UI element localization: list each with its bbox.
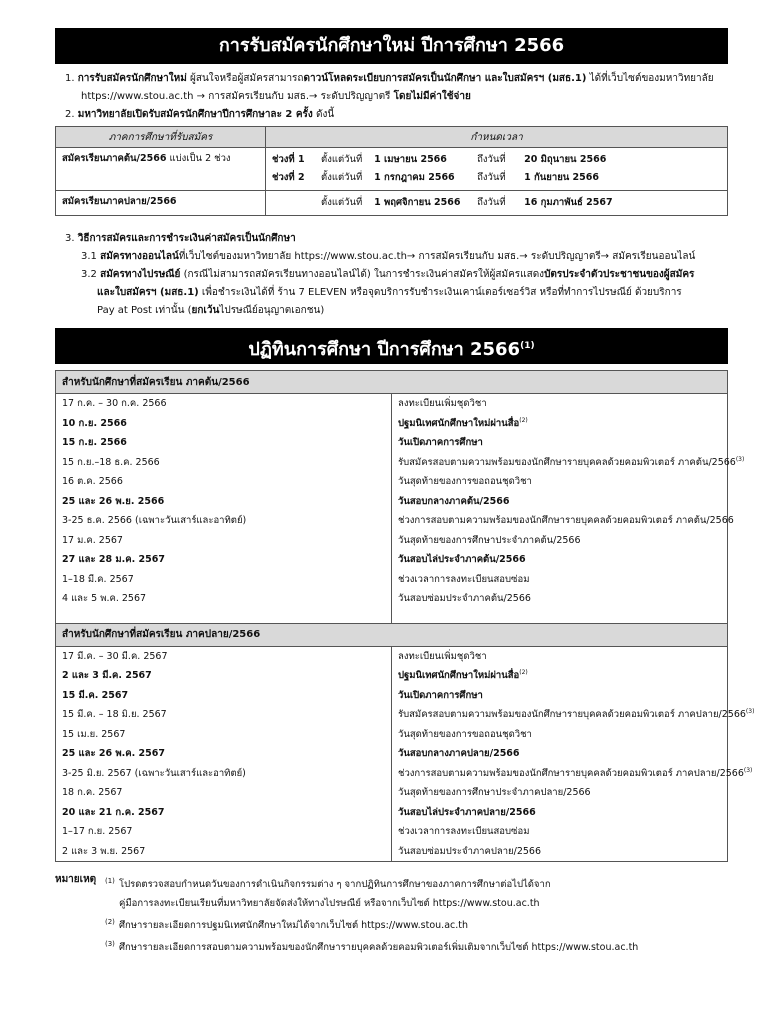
calendar-row bbox=[56, 589, 728, 609]
note-1: (1) โปรดตรวจสอบกำหนดวันของการดำเนินกิจกรรมต่าง ๆ จากปฏิทินการศึกษาของภาคการศึกษาต่อไปได้จาก bbox=[105, 877, 551, 891]
period-row-1: สมัครเรียนภาคต้น/2566 แบ่งเป็น 2 ช่วง ช่วงที่ 1 ตั้งแต่วันที่ 1 เมษายน 2566 ถึงวันที่ 20 มิถุนายน 2566 ช่วงที่ 2 ตั้งแต่วันที่ 1 กรกฎาคม 2566 ถึงวันที่ 1 กันยายน 2566 bbox=[56, 148, 728, 191]
calendar-event bbox=[392, 842, 728, 862]
calendar-event-text: วันเปิดภาคการศึกษา bbox=[398, 437, 483, 449]
calendar-row bbox=[56, 725, 728, 745]
calendar-event-text: วันสุดท้ายของการขอถอนชุดวิชา bbox=[398, 728, 532, 740]
calendar-event bbox=[392, 531, 728, 551]
calendar-event-text: ช่วงเวลาการลงทะเบียนสอบซ่อม bbox=[398, 826, 530, 838]
calendar-event-text: ปฐมนิเทศนักศึกษาใหม่ผ่านสื่อ bbox=[398, 417, 520, 429]
calendar-row bbox=[56, 744, 728, 764]
calendar-event-text: วันสอบซ่อมประจำภาคต้น/2566 bbox=[398, 593, 531, 605]
footnote-marker: (3) bbox=[743, 766, 753, 774]
document-page bbox=[55, 28, 755, 957]
footnote-marker: (2) bbox=[519, 416, 528, 424]
calendar-event bbox=[392, 822, 728, 842]
calendar-event bbox=[392, 803, 728, 823]
calendar-date: 17 ม.ค. 2567 bbox=[56, 531, 392, 551]
method-list bbox=[55, 230, 728, 320]
note-2: (2) ศึกษารายละเอียดการปฐมนิเทศนักศึกษาใหม่ได้จากเว็บไซต์ https://www.stou.ac.th bbox=[105, 918, 469, 932]
calendar-row bbox=[56, 492, 728, 512]
period-row-2: สมัครเรียนภาคปลาย/2566 ตั้งแต่วันที่ 1 พฤศจิกายน 2566 ถึงวันที่ 16 กุมภาพันธ์ 2567 bbox=[56, 191, 728, 216]
calendar-date: 2 และ 3 มี.ค. 2567 bbox=[56, 666, 392, 686]
item-3: 3. วิธีการสมัครและการชำระเงินค่าสมัครเป็นนักศึกษา bbox=[65, 233, 296, 244]
notes-label: หมายเหตุ bbox=[55, 874, 97, 885]
calendar-date: 2 และ 3 พ.ย. 2567 bbox=[56, 842, 392, 862]
calendar-row bbox=[56, 394, 728, 414]
calendar-event-text: วันเปิดภาคการศึกษา bbox=[398, 689, 483, 701]
calendar-event-text: ช่วงการสอบตามความพร้อมของนักศึกษารายบุคคลด้วยคอมพิวเตอร์ ภาคปลาย/2566 bbox=[398, 767, 744, 779]
calendar-date: 4 และ 5 พ.ค. 2567 bbox=[56, 589, 392, 609]
calendar-date: 1–17 ก.ย. 2567 bbox=[56, 822, 392, 842]
calendar-row bbox=[56, 531, 728, 551]
footnote-marker: (2) bbox=[519, 669, 528, 677]
calendar-section-sem2 bbox=[56, 623, 728, 646]
calendar-event bbox=[392, 492, 728, 512]
item-1-line-2: https://www.stou.ac.th → การสมัครเรียนกับ มสธ.→ ระดับปริญญาตรี โดยไม่มีค่าใช้จ่าย bbox=[81, 91, 471, 102]
calendar-event bbox=[392, 414, 728, 434]
calendar-event-text: ลงทะเบียนเพิ่มชุดวิชา bbox=[398, 398, 487, 410]
admission-period-table bbox=[55, 126, 728, 216]
calendar-title-sup: (1) bbox=[520, 341, 535, 351]
calendar-row bbox=[56, 414, 728, 434]
calendar-event bbox=[392, 725, 728, 745]
calendar-table bbox=[55, 370, 755, 862]
calendar-event-text: รับสมัครสอบตามความพร้อมของนักศึกษารายบุคคลด้วยคอมพิวเตอร์ ภาคต้น/2566 bbox=[398, 456, 736, 468]
calendar-event bbox=[392, 783, 728, 803]
calendar-event-text: ช่วงการสอบตามความพร้อมของนักศึกษารายบุคคลด้วยคอมพิวเตอร์ ภาคต้น/2566 bbox=[398, 515, 734, 527]
item-3-2-line-3: Pay at Post เท่านั้น (ยกเว้นไปรษณีย์อนุญาตเอกชน) bbox=[97, 305, 325, 316]
calendar-event-text: วันสอบไล่ประจำภาคต้น/2566 bbox=[398, 554, 526, 566]
period-1: ช่วงที่ 1 ตั้งแต่วันที่ 1 เมษายน 2566 ถึงวันที่ 20 มิถุนายน 2566 bbox=[272, 154, 607, 165]
calendar-date: 17 มี.ค. – 30 มี.ค. 2567 bbox=[56, 646, 392, 666]
calendar-event bbox=[392, 453, 745, 473]
calendar-row bbox=[56, 472, 728, 492]
calendar-event bbox=[392, 570, 728, 590]
calendar-row bbox=[56, 764, 728, 784]
calendar-row bbox=[56, 570, 728, 590]
item-1: 1. การรับสมัครนักศึกษาใหม่ ผู้สนใจหรือผู้สมัครสามารถดาวน์โหลดระเบียบการสมัครเป็นนักศึกษา และใบสมัครฯ (มสธ.1) ได้ที่เว็บไซต์ของมหาวิทยาลัย bbox=[65, 73, 714, 84]
calendar-date: 3-25 ธ.ค. 2566 (เฉพาะวันเสาร์และอาทิตย์) bbox=[56, 511, 392, 531]
note-3: (3) ศึกษารายละเอียดการสอบตามความพร้อมของนักศึกษารายบุคคลด้วยคอมพิวเตอร์เพิ่มเติมจากเว็บไซต์ https://www.stou.ac.th bbox=[105, 940, 639, 954]
footnote-marker: (3) bbox=[745, 708, 755, 716]
calendar-section-title: สำหรับนักศึกษาที่สมัครเรียน ภาคปลาย/2566 bbox=[56, 623, 728, 646]
calendar-date: 16 ต.ค. 2566 bbox=[56, 472, 392, 492]
calendar-event bbox=[392, 744, 728, 764]
admission-list bbox=[55, 70, 728, 124]
calendar-section-title: สำหรับนักศึกษาที่สมัครเรียน ภาคต้น/2566 bbox=[56, 371, 728, 394]
calendar-event-text: ช่วงเวลาการลงทะเบียนสอบซ่อม bbox=[398, 573, 530, 585]
notes-section bbox=[55, 872, 728, 957]
calendar-row bbox=[56, 783, 728, 803]
calendar-event bbox=[392, 472, 728, 492]
calendar-event bbox=[392, 646, 728, 666]
note-1-cont: คู่มือการลงทะเบียนเรียนที่มหาวิทยาลัยจัดส่งให้ทางไปรษณีย์ หรือจากเว็บไซต์ https://www.stou.ac.th bbox=[119, 898, 540, 910]
calendar-event bbox=[392, 589, 728, 609]
item-3-1: 3.1 สมัครทางออนไลน์ที่เว็บไซต์ของมหาวิทยาลัย https://www.stou.ac.th→ การสมัครเรียนกับ มสธ.→ ระดับปริญญาตรี→ สมัครเรียนออนไลน์ bbox=[81, 251, 696, 262]
calendar-row bbox=[56, 705, 728, 725]
calendar-date: 17 ก.ค. – 30 ก.ค. 2566 bbox=[56, 394, 392, 414]
calendar-row bbox=[56, 666, 728, 686]
calendar-event-text: วันสอบไล่ประจำภาคปลาย/2566 bbox=[398, 806, 536, 818]
admission-banner bbox=[55, 28, 728, 64]
calendar-row bbox=[56, 686, 728, 706]
item-3-2-line-2: และใบสมัครฯ (มสธ.1) เพื่อชำระเงินได้ที่ ร้าน 7 ELEVEN หรือจุดบริการรับชำระเงินเคาน์เตอร์เซอร์วิส หรือที่ทำการไปรษณีย์ ด้วยบริการ bbox=[97, 287, 682, 298]
calendar-event bbox=[392, 433, 728, 453]
calendar-date: 15 มี.ค. – 18 มิ.ย. 2567 bbox=[56, 705, 392, 725]
calendar-spacer bbox=[56, 609, 728, 624]
calendar-row bbox=[56, 433, 728, 453]
admission-title: การรับสมัครนักศึกษาใหม่ ปีการศึกษา 2566 bbox=[218, 35, 565, 56]
calendar-event bbox=[392, 686, 728, 706]
calendar-date: 25 และ 26 พ.ย. 2566 bbox=[56, 492, 392, 512]
calendar-row bbox=[56, 803, 728, 823]
calendar-event bbox=[392, 764, 753, 784]
calendar-event bbox=[392, 666, 728, 686]
calendar-date: 15 ก.ย.–18 ธ.ค. 2566 bbox=[56, 453, 392, 473]
footnote-marker: (3) bbox=[735, 455, 745, 463]
calendar-event-text: รับสมัครสอบตามความพร้อมของนักศึกษารายบุคคลด้วยคอมพิวเตอร์ ภาคปลาย/2566 bbox=[398, 709, 746, 721]
calendar-row bbox=[56, 646, 728, 666]
calendar-banner bbox=[55, 328, 728, 364]
period-2: ช่วงที่ 2 ตั้งแต่วันที่ 1 กรกฎาคม 2566 ถึงวันที่ 1 กันยายน 2566 bbox=[272, 172, 599, 183]
item-2: 2. มหาวิทยาลัยเปิดรับสมัครนักศึกษาปีการศึกษาละ 2 ครั้ง ดังนี้ bbox=[65, 109, 335, 120]
calendar-date: 10 ก.ย. 2566 bbox=[56, 414, 392, 434]
period-3: ตั้งแต่วันที่ 1 พฤศจิกายน 2566 ถึงวันที่ 16 กุมภาพันธ์ 2567 bbox=[321, 197, 613, 208]
calendar-row bbox=[56, 842, 728, 862]
calendar-event bbox=[392, 550, 728, 570]
calendar-event-text: วันสอบกลางภาคปลาย/2566 bbox=[398, 748, 520, 760]
item-3-2: 3.2 สมัครทางไปรษณีย์ (กรณีไม่สามารถสมัครเรียนทางออนไลน์ได้) ในการชำระเงินค่าสมัครให้ผู้สมัครแสดงบัตรประจำตัวประชาชนของผู้สมัคร bbox=[81, 269, 695, 280]
calendar-date: 25 และ 26 พ.ค. 2567 bbox=[56, 744, 392, 764]
head-semester: ภาคการศึกษาที่รับสมัคร bbox=[56, 127, 266, 148]
calendar-date: 27 และ 28 ม.ค. 2567 bbox=[56, 550, 392, 570]
calendar-event-text: วันสอบซ่อมประจำภาคปลาย/2566 bbox=[398, 845, 541, 857]
calendar-event-text: วันสุดท้ายของการศึกษาประจำภาคต้น/2566 bbox=[398, 534, 581, 546]
calendar-date: 15 มี.ค. 2567 bbox=[56, 686, 392, 706]
calendar-event-text: ลงทะเบียนเพิ่มชุดวิชา bbox=[398, 650, 487, 662]
calendar-event-text: วันสอบกลางภาคต้น/2566 bbox=[398, 495, 510, 507]
calendar-event-text: ปฐมนิเทศนักศึกษาใหม่ผ่านสื่อ bbox=[398, 670, 520, 682]
calendar-date: 18 ก.ค. 2567 bbox=[56, 783, 392, 803]
calendar-event-text: วันสุดท้ายของการขอถอนชุดวิชา bbox=[398, 476, 532, 488]
calendar-event bbox=[392, 394, 728, 414]
calendar-date: 15 ก.ย. 2566 bbox=[56, 433, 392, 453]
calendar-section-sem1 bbox=[56, 371, 728, 394]
calendar-date: 20 และ 21 ก.ค. 2567 bbox=[56, 803, 392, 823]
calendar-event-text: วันสุดท้ายของการศึกษาประจำภาคปลาย/2566 bbox=[398, 787, 591, 799]
calendar-row bbox=[56, 511, 728, 531]
calendar-date: 3-25 มิ.ย. 2567 (เฉพาะวันเสาร์และอาทิตย์) bbox=[56, 764, 392, 784]
calendar-event bbox=[392, 705, 755, 725]
calendar-title: ปฏิทินการศึกษา ปีการศึกษา 2566 bbox=[248, 339, 521, 360]
calendar-row bbox=[56, 550, 728, 570]
head-period: กำหนดเวลา bbox=[266, 127, 728, 148]
calendar-row bbox=[56, 822, 728, 842]
calendar-row bbox=[56, 453, 728, 473]
calendar-date: 15 เม.ย. 2567 bbox=[56, 725, 392, 745]
calendar-date: 1–18 มี.ค. 2567 bbox=[56, 570, 392, 590]
calendar-event bbox=[392, 511, 734, 531]
